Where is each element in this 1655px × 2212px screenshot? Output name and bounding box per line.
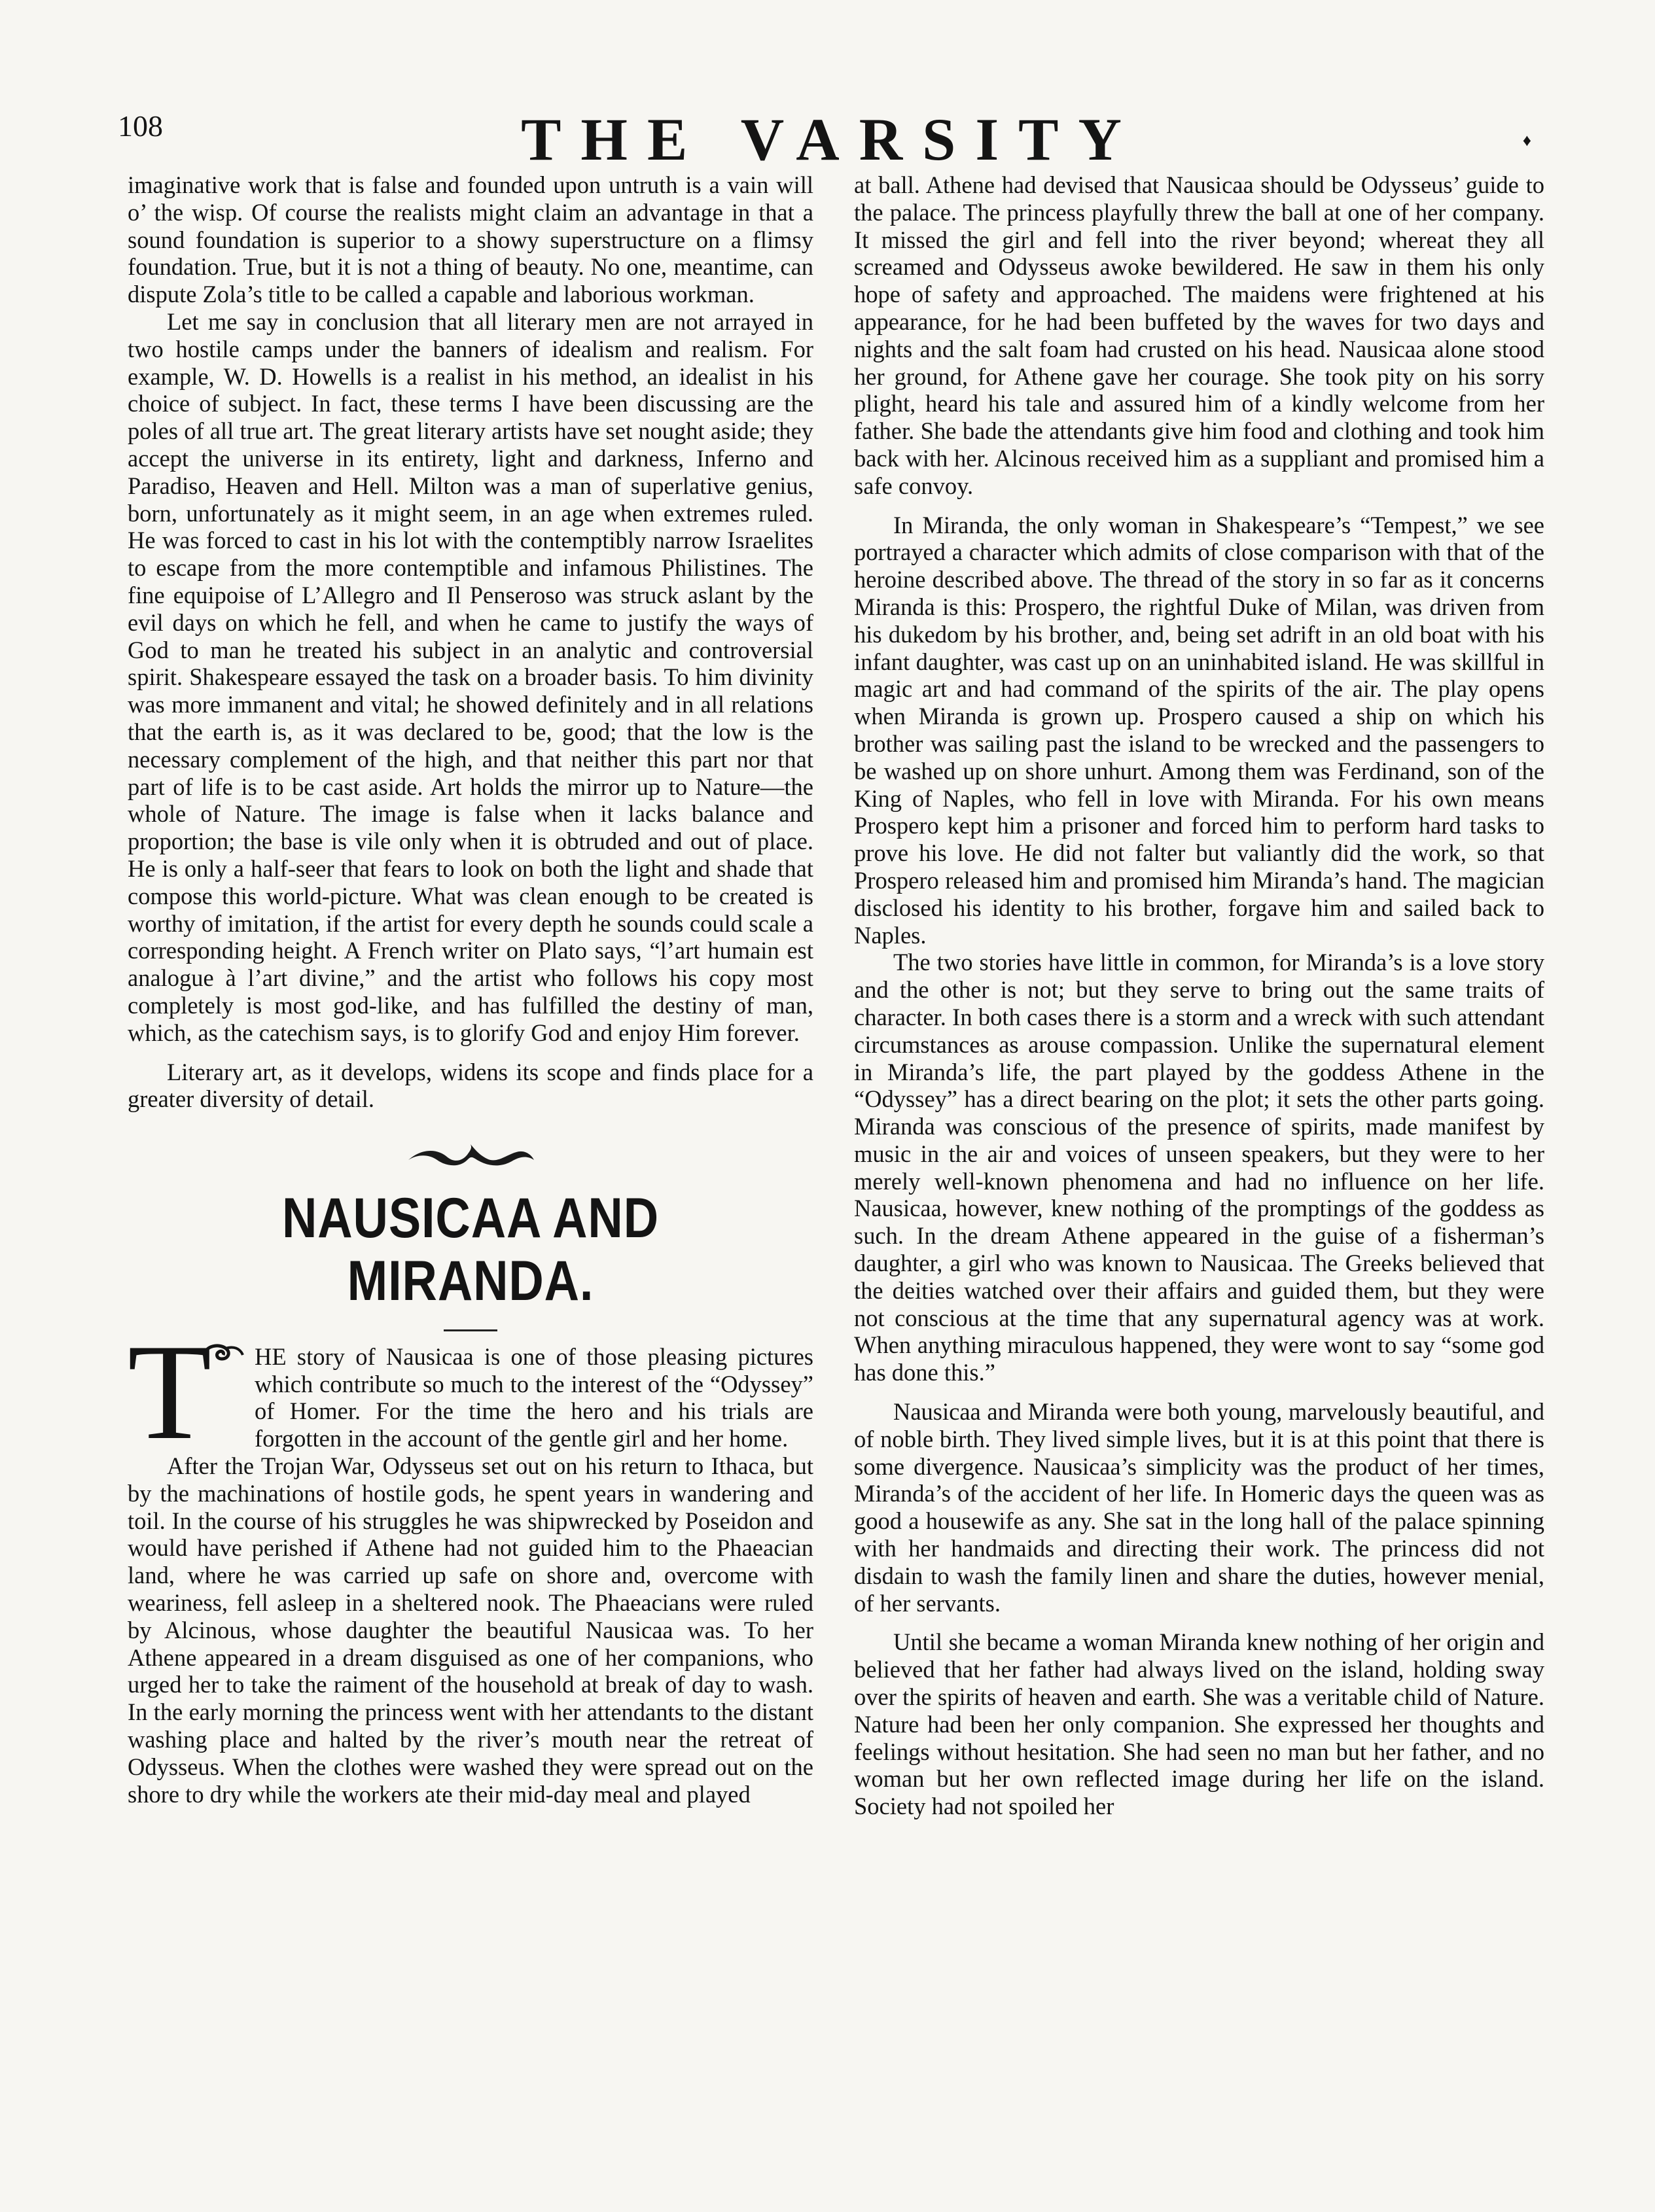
swirl-icon bbox=[200, 1341, 245, 1367]
right-column bbox=[854, 171, 1544, 1820]
paragraph: HE story of Nausicaa is one of those pleasing pictures which contribute so much to the interest of the “Odyssey” of Homer. For the time the hero and his trials are forgotten in the account of the gentle girl and her home. bbox=[255, 1343, 813, 1452]
article-intro bbox=[128, 1316, 813, 1468]
paragraph: imaginative work that is false and founded upon untruth is a vain will o’ the wisp. Of course the realists might claim an advantage in that a sound foundation is superior to a showy superstructure on a flimsy foundation. True, but it is not a thing of beauty. No one, meantime, can dispute Zola’s title to be called a capable and laborious workman. bbox=[128, 171, 813, 308]
paragraph: at ball. Athene had devised that Nausicaa should be Odysseus’ guide to the palace. The princess playfully threw the ball at one of her company. It missed the girl and fell into the river beyond; whereat they all screamed and Odysseus awoke bewildered. He saw in them his only hope of safety and approached. The maidens were frightened at his appearance, for he had been buffeted by the waves for two days and nights and the salt foam had crusted on his head. Nausicaa alone stood her ground, for Athene gave her courage. She took pity on his sorry plight, heard his tale and assured him of a kindly welcome from her father. She bade the attendants give him food and clothing and took him back with her. Alcinous received him as a suppliant and promised him a safe convoy. bbox=[854, 171, 1544, 499]
left-column bbox=[128, 171, 813, 1808]
ornamental-divider-icon bbox=[128, 1135, 813, 1180]
paragraph: Until she became a woman Miranda knew nothing of her origin and believed that her father had always lived on the island, holding sway over the spirits of heaven and earth. She was a veritable child of Nature. Nature had been her only companion. She expressed her thoughts and feelings without hesitation. She had seen no man but her father, and no woman but her own reflected image during her life on the island. Society had not spoiled her bbox=[854, 1628, 1544, 1820]
paragraph: In Miranda, the only woman in Shakespeare’s “Tempest,” we see portrayed a character which admits of close comparison with that of the heroine described above. The thread of the story in so far as it concerns Miranda is this: Prospero, the rightful Duke of Milan, was driven from his dukedom by his brother, and, being set adrift in an old boat with his infant daughter, was cast up on an uninhabited island. He was skillful in magic art and had command of the spirits of the air. The play opens when Miranda is grown up. Prospero caused a ship on which his brother was sailing past the island to be wrecked and the passengers to be washed up on shore unhurt. Among them was Ferdinand, son of the King of Naples, who fell in love with Miranda. For his own means Prospero kept him a prisoner and forced him to perform hard tasks to prove his love. He did not falter but valiantly did the work, so that Prospero released him and promised him Miranda’s hand. The magician disclosed his identity to his brother, forgave him and sailed back to Naples. bbox=[854, 511, 1544, 949]
paragraph: Literary art, as it develops, widens its scope and finds place for a greater diversity of detail. bbox=[128, 1058, 813, 1113]
title-rule bbox=[444, 1329, 497, 1331]
drop-cap-letter: T bbox=[128, 1316, 212, 1468]
paragraph: After the Trojan War, Odysseus set out on his return to Ithaca, but by the machinations of hostile gods, he spent years in wandering and toil. In the course of his struggles he was shipwrecked by Poseidon and would have perished if Athene had not guided him to the Phaeacian land, where he was carried up safe on shore and, overcome with weariness, fell asleep in a sheltered nook. The Phaeacians were ruled by Alcinous, whose daughter the beautiful Nausicaa was. To her Athene appeared in a dream disguised as one of her companions, who urged her to take the raiment of the household at break of day to wash. In the early morning the princess went with her attendants to the distant washing place and halted by the river’s mouth near the retreat of Odysseus. When the clothes were washed they were spread out on the shore to dry while the workers ate their mid-day meal and played bbox=[128, 1452, 813, 1808]
corner-mark-icon: ♦ bbox=[1522, 131, 1531, 150]
paragraph: The two stories have little in common, for Miranda’s is a love story and the other is not; but they serve to bring out the same traits of character. In both cases there is a storm and a wreck with such attendant circumstances as arouse compassion. Unlike the supernatural element in Miranda’s life, the part played by the goddess Athene in the “Odyssey” has a direct bearing on the plot; it sets the other parts going. Miranda was conscious of the presence of spirits, made manifest by music in the air and voices of unseen speakers, but they were to her merely well-known phenomena and had no influence on her life. Nausicaa, however, knew nothing of the promptings of the goddess as such. In the dream Athene appeared in the guise of a fisherman’s daughter, a girl who was known to Nausicaa. The Greeks believed that the deities watched over their affairs and guided them, but they were not conscious at the time that any supernatural agency was at work. When anything miraculous happened, they were wont to say “some god has done this.” bbox=[854, 949, 1544, 1386]
page-header bbox=[118, 105, 1544, 177]
masthead-title: THE VARSITY bbox=[521, 106, 1141, 173]
paragraph: Nausicaa and Miranda were both young, marvelously beautiful, and of noble birth. They lived simple lives, but it is at this point that there is some divergence. Nausicaa’s simplicity was the product of her times, Miranda’s of the accident of her life. In Homeric days the queen was as good a housewife as any. She sat in the long hall of the palace spinning with her handmaids and directing their work. The princess did not disdain to wash the family linen and share the duties, however menial, of her servants. bbox=[854, 1398, 1544, 1617]
paragraph: Let me say in conclusion that all literary men are not arrayed in two hostile camps under the banners of idealism and realism. For example, W. D. Howells is a realist in his method, an idealist in his choice of subject. In fact, these terms I have been discussing are the poles of all true art. The great literary artists have set nought aside; they accept the universe in its entirety, light and darkness, Inferno and Paradiso, Heaven and Hell. Milton was a man of superlative genius, born, unfortunately as it might seem, in an age when extremes ruled. He was forced to cast in his lot with the contemptibly narrow Israelites to escape from the more contemptible and infamous Philistines. The fine equipoise of L’Allegro and Il Penseroso was struck aslant by the evil days on which he fell, and when he came to justify the ways of God to man he treated his subject in an analytic and controversial spirit. Shakespeare essayed the task on a broader basis. To him divinity was more immanent and vital; he showed definitely and in all relations that the earth is, as it was declared to be, good; that the low is the necessary complement of the high, and that neither this part nor that part of life is to be cast aside. Art holds the mirror up to Nature—the whole of Nature. The image is false when it lacks balance and proportion; the base is vile only when it is obtruded and out of place. He is only a half-seer that fears to look on both the light and shade that compose this world-picture. What was clean enough to be created is worthy of imitation, if the artist for every depth he sounds could scale a corresponding height. A French writer on Plato says, “l’art humain est analogue à l’art divine,” and the artist who follows his copy most completely is most god-like, and has fulfilled the destiny of man, which, as the catechism says, is to glorify God and enjoy Him forever. bbox=[128, 307, 813, 1046]
article-title: NAUSICAA AND MIRANDA. bbox=[282, 1186, 659, 1312]
drop-cap bbox=[128, 1316, 252, 1468]
page-number: 108 bbox=[118, 109, 163, 143]
